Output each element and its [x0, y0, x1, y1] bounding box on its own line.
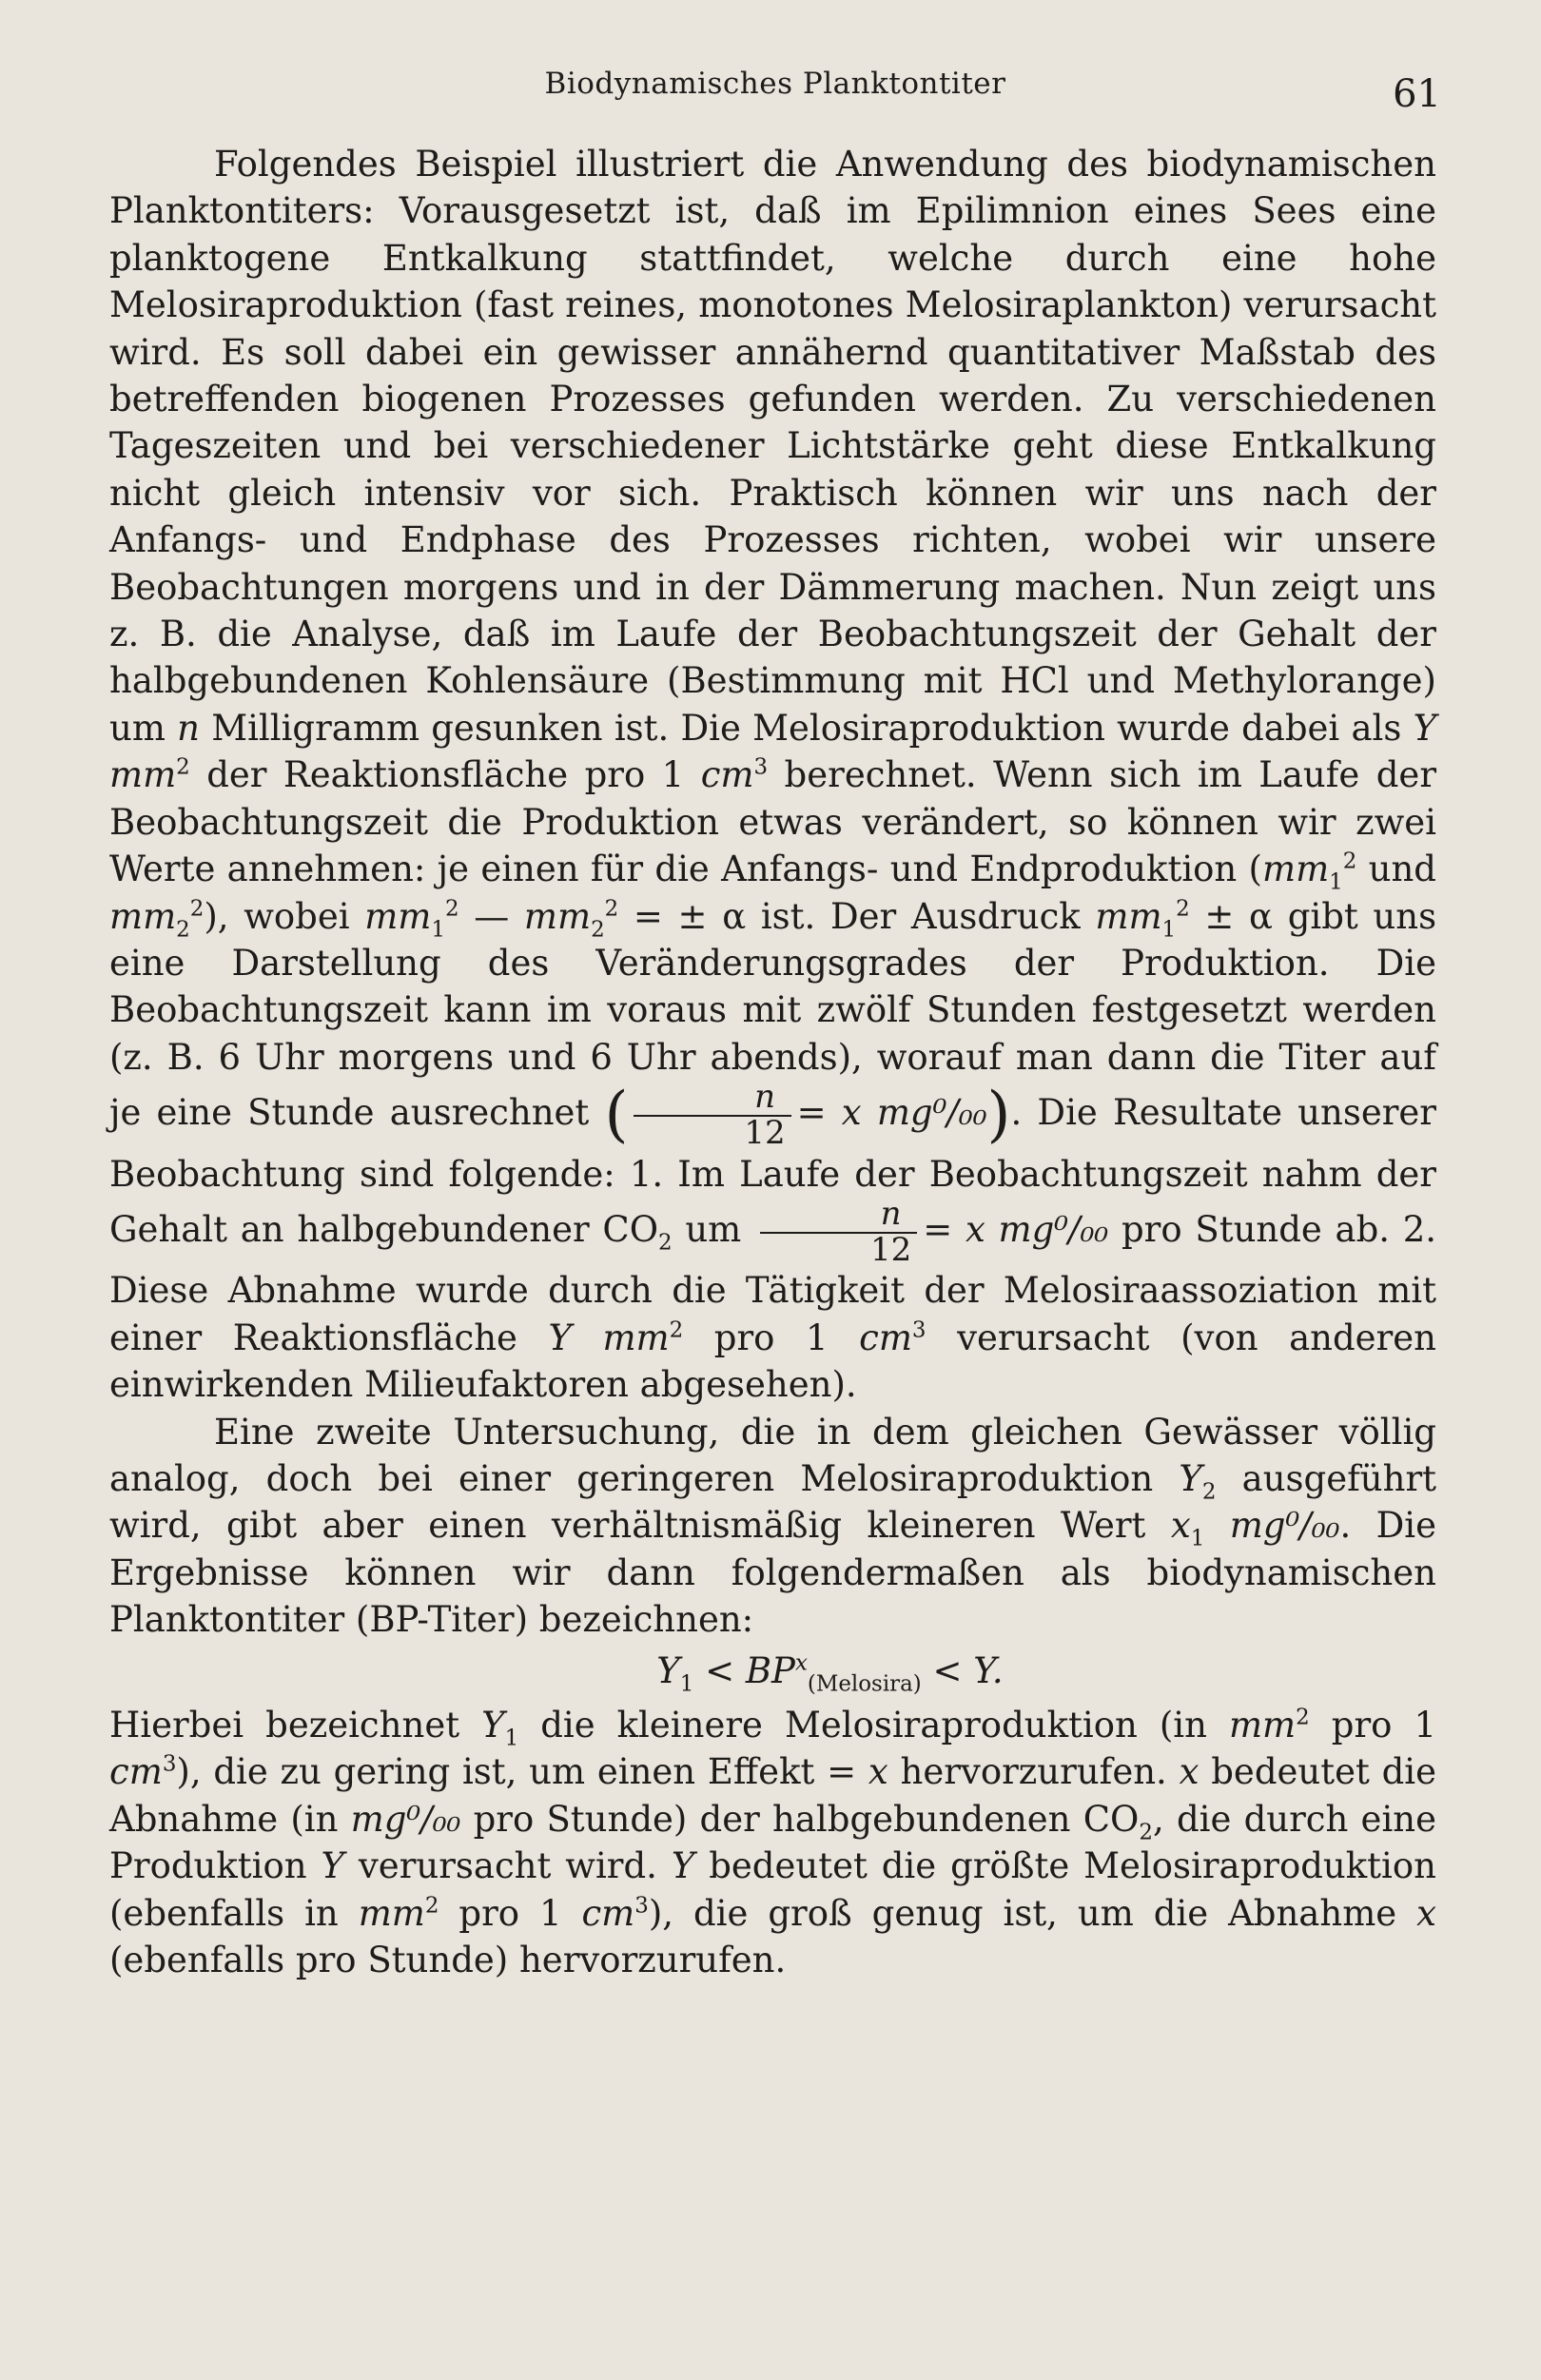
bp-titer-formula: $Y_1 < BP^x_{(Melosira)} < Y$.	[656, 1649, 1004, 1696]
paragraph-3: Hierbei bezeichnet $Y_1$ die kleinere Melosiraproduktion (in $mm^2$ pro 1 $cm^3$), die zu gering ist, um einen Effekt = x hervorzurufen. x bedeutet die Abnahme (in mg⁰/₀₀ pro Stunde) der halbgebundenen $CO_2$, die durch eine Produktion Y verursacht wird. Y bedeutet die größte Melosiraproduktion (ebenfalls in $mm^2$ pro 1 $cm^3$), die groß genug ist, um die Abnahme x (ebenfalls pro Stunde) hervorzurufen.	[109, 1704, 1437, 1980]
page-number: 61	[1393, 72, 1441, 116]
running-title: Biodynamisches Planktontiter	[544, 67, 1006, 101]
fraction-n-over-12: $\frac{n}{12}$	[634, 1081, 790, 1150]
fraction-n-over-12-second: $\frac{n}{12}$	[760, 1198, 917, 1267]
paragraph-2: Eine zweite Untersuchung, die in dem gleichen Gewässer völlig analog, doch bei einer geringeren Melosiraproduktion $Y_2$ ausgeführt wird, gibt aber einen verhältnismäßig kleineren Wert $x_1$ mg⁰/₀₀. Die Ergebnisse können wir dann folgendermaßen als biodynamischen Planktontiter (BP-Titer) bezeichnen:	[109, 1411, 1437, 1641]
body-text	[109, 141, 1436, 1983]
paragraph-1: Folgendes Beispiel illustriert die Anwendung des biodynamischen Planktontiters: Vorausgesetzt ist, daß im Epilimnion eines Sees eine planktogene Entkalkung stattfindet, welche durch eine hohe Melosiraproduktion (fast reines, monotones Melosiraplankton) verursacht wird. Es soll dabei ein gewisser annähernd quantitativer Maßstab des betreffenden biogenen Prozesses gefunden werden. Zu verschiedenen Tageszeiten und bei verschiedener Lichtstärke geht diese Entkalkung nicht gleich intensiv vor sich. Praktisch können wir uns nach der Anfangs- und Endphase des Prozesses richten, wobei wir unsere Beobachtungen morgens und in der Dämmerung machen. Nun zeigt uns z. B. die Analyse, daß im Laufe der Beobachtungszeit der Gehalt der halbgebundenen Kohlensäure (Bestimmung mit HCl und Methylorange) um n Milligramm gesunken ist. Die Melosiraproduktion wurde dabei als Y $mm^2$ der Reaktionsfläche pro 1 $cm^3$ berechnet. Wenn sich im Laufe der Beobachtungszeit die Produktion etwas verändert, so können wir zwei Werte annehmen: je einen für die Anfangs- und Endproduktion ($mm_1^2$ und $mm_2^2$), wobei $mm_1^2$ — $mm_2^2$ = ± α ist. Der Ausdruck $mm_1^2 \pm \alpha$ gibt uns eine Darstellung des Veränderungsgrades der Produktion. Die Beobachtungszeit kann im voraus mit zwölf Stunden festgesetzt werden (z. B. 6 Uhr morgens und 6 Uhr abends), worauf man dann die Titer auf je eine Stunde ausrechnet ( $\frac{n}{12}$ = x mg⁰/₀₀). Die Resultate unserer Beobachtung sind folgende: 1. Im Laufe der Beobachtungszeit nahm der Gehalt an halbgebundener $CO_2$ um $\frac{n}{12}$ = x mg⁰/₀₀ pro Stunde ab. 2. Diese Abnahme wurde durch die Tätigkeit der Melosiraassoziation mit einer Reaktionsfläche Y $mm^2$ pro 1 $cm^3$ verursacht (von anderen einwirkenden Milieufaktoren abgesehen).	[109, 144, 1437, 1406]
page-header	[109, 59, 1441, 116]
